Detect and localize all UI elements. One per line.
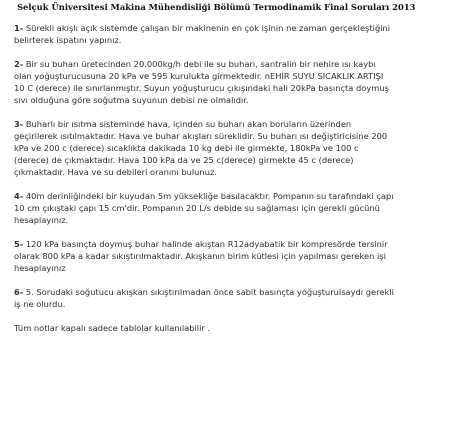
question-5-line-2: olarak 800 kPa a kadar sıkıştırılmaktadır. Akışkanın birim kütlesi için yapılması gereken işi bbox=[14, 251, 386, 261]
question-text: Bir su buharı üretecinden 20.000kg/h debi ile su buharı, santralin bir nehire ısı kaybı bbox=[25, 59, 376, 69]
question-5 bbox=[14, 238, 438, 274]
question-2 bbox=[14, 58, 438, 106]
question-4-line-1 bbox=[14, 190, 438, 202]
question-6-line-2: iş ne olurdu. bbox=[14, 299, 66, 309]
question-1-line-2: belirterek ispatını yapınız. bbox=[14, 35, 122, 45]
question-4 bbox=[14, 190, 438, 226]
question-3-line-5: çıkmaktadır. Hava ve su debileri oranını bulunuz. bbox=[14, 167, 217, 177]
question-5-line-3: hesaplayınız bbox=[14, 263, 66, 273]
question-2-line-3: 10 C (derece) ile sınırlanmıştır. Suyun yoğuşturucu çıkışındaki hali 20kPa basınçta doymuş bbox=[14, 83, 389, 93]
question-number: 2- bbox=[14, 59, 24, 69]
question-number: 5- bbox=[14, 239, 24, 249]
question-number: 3- bbox=[14, 119, 24, 129]
exam-header: Selçuk Üniversitesi Makina Mühendisliği Bölümü Termodinamik Final Soruları 2013 bbox=[17, 2, 416, 12]
exam-footer-note: Tüm notlar kapalı sadece tablolar kullanılabilir . bbox=[14, 323, 211, 333]
question-number: 4- bbox=[14, 191, 24, 201]
question-4-line-3: hesaplayınız. bbox=[14, 215, 69, 225]
question-2-line-2: olan yoğuşturucusuna 20 kPa ve 595 kurulukta girmektedir. nEHİR SUYU SICAKLIK ARTIŞI bbox=[14, 71, 384, 81]
question-3 bbox=[14, 118, 438, 178]
question-5-line-1 bbox=[14, 238, 438, 250]
question-3-line-4: (derece) de çıkmaktadır. Hava 100 kPa da ve 25 c(derece) girmekte 45 c (derece) bbox=[14, 155, 354, 165]
question-6-line-1 bbox=[14, 286, 438, 298]
question-number: 6- bbox=[14, 287, 24, 297]
question-number: 1- bbox=[14, 23, 24, 33]
question-text: Sürekli akışlı açık sistemde çalışan bir makinenin en çok işinin ne zaman gerçekleştiğini bbox=[25, 23, 391, 33]
question-2-line-4: sıvı olduğuna göre soğutma suyunun debisi ne olmalıdır. bbox=[14, 95, 249, 105]
question-list bbox=[14, 22, 438, 310]
question-2-line-1 bbox=[14, 58, 438, 70]
question-1 bbox=[14, 22, 438, 46]
question-text: 120 kPa basınçta doymuş buhar halinde akıştan R12adyabatik bir kompresörde tersinir bbox=[25, 239, 388, 249]
question-3-line-1 bbox=[14, 118, 438, 130]
question-1-line-1 bbox=[14, 22, 438, 34]
question-3-line-2: geçirilerek ısıtılmaktadır. Hava ve buhar akışları süreklidir. Su buharı ısı değiştiricisine 200 bbox=[14, 131, 388, 141]
question-text: 40m derinliğindeki bir kuyudan 5m yüksekliğe basılacaktır. Pompanın su tarafındaki çapı bbox=[25, 191, 394, 201]
question-6 bbox=[14, 286, 438, 310]
question-3-line-3: kPa ve 200 c (derece) sıcaklıkta dakikada 10 kg debi ile girmekte, 180kPa ve 100 c bbox=[14, 143, 359, 153]
question-text: Buharlı bir ısıtma sisteminde hava, içinden su buharı akan boruların üzerinden bbox=[25, 119, 352, 129]
question-4-line-2: 10 cm çıkıştaki çapı 15 cm'dir. Pompanın 20 L/s debide su sağlaması için gerekli gücünü bbox=[14, 203, 380, 213]
question-text: 5. Sorudaki soğutucu akışkan sıkıştırılmadan önce sabit basınçta yoğuşturulsaydı gerekli bbox=[25, 287, 394, 297]
